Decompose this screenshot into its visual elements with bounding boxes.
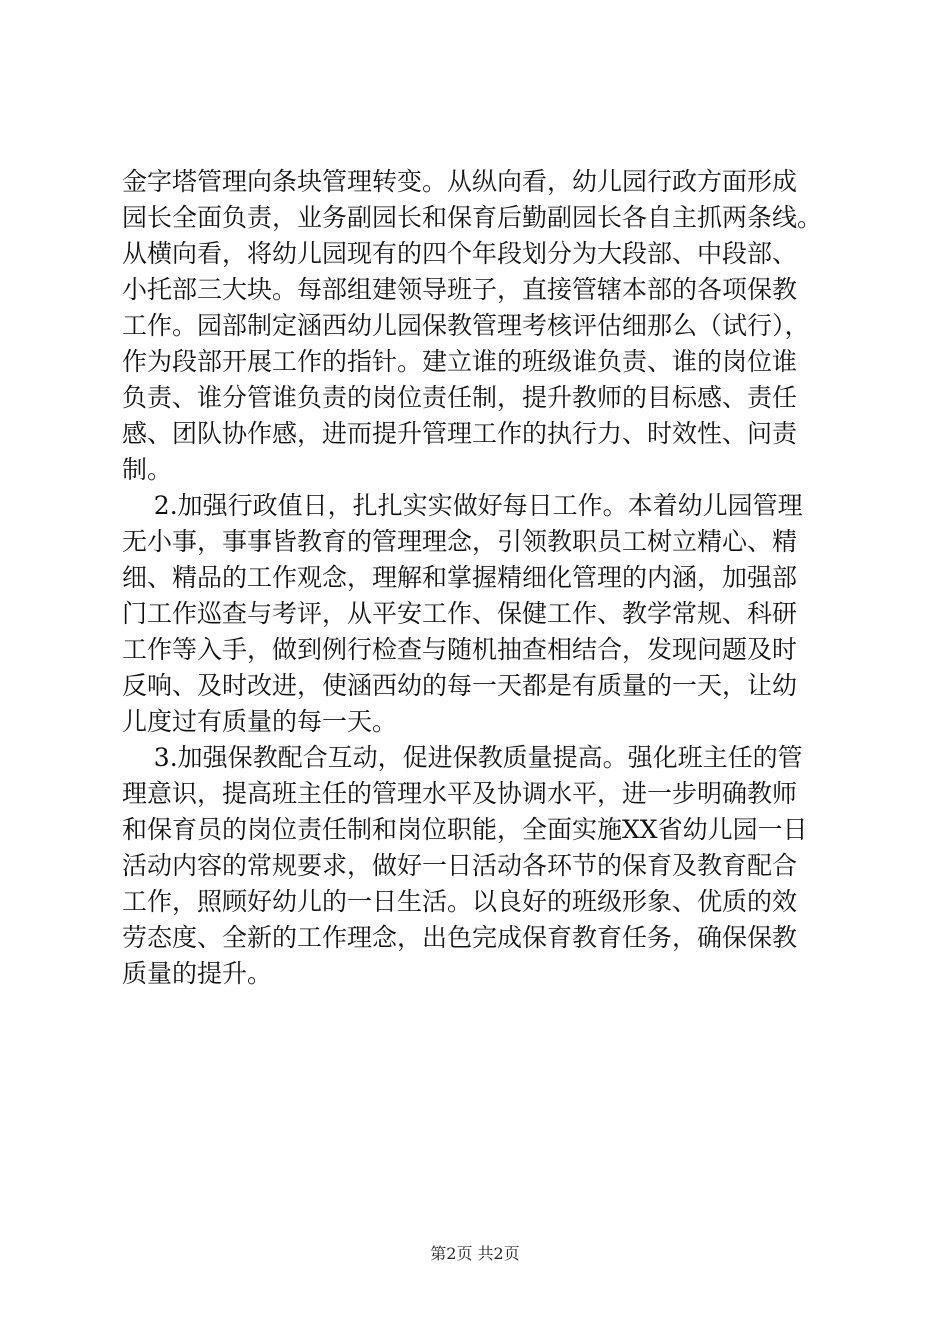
- text-line: 小托部三大块。每部组建领导班子，直接管辖本部的各项保教: [122, 275, 798, 304]
- text-line: 3.加强保教配合互动，促进保教质量提高。强化班主任的管: [122, 743, 803, 772]
- text-line: 从横向看，将幼儿园现有的四个年段划分为大段部、中段部、: [122, 239, 798, 268]
- text-line: 无小事，事事皆教育的管理理念，引领教职员工树立精心、精: [122, 527, 798, 556]
- text-line: 劳态度、全新的工作理念，出色完成保育教育任务，确保保教: [122, 923, 798, 952]
- text-line: 工作，照顾好幼儿的一日生活。以良好的班级形象、优质的效: [122, 887, 798, 916]
- text-line: 质量的提升。: [122, 959, 273, 988]
- text-line: 细、精品的工作观念，理解和掌握精细化管理的内涵，加强部: [122, 563, 798, 592]
- text-line: 工作等入手，做到例行检查与随机抽查相结合，发现问题及时: [122, 635, 798, 664]
- text-line: 和保育员的岗位责任制和岗位职能，全面实施XX省幼儿园一日: [122, 815, 808, 844]
- text-line: 反响、及时改进，使涵西幼的每一天都是有质量的一天，让幼: [122, 671, 798, 700]
- text-line: 园长全面负责，业务副园长和保育后勤副园长各自主抓两条线。: [122, 203, 823, 232]
- text-line: 2.加强行政值日，扎扎实实做好每日工作。本着幼儿园管理: [122, 491, 803, 520]
- text-line: 工作。园部制定涵西幼儿园保教管理考核评估细那么（试行），: [122, 311, 810, 340]
- text-line: 感、团队协作感，进而提升管理工作的执行力、时效性、问责: [122, 419, 798, 448]
- text-line: 负责、谁分管谁负责的岗位责任制，提升教师的目标感、责任: [122, 383, 798, 412]
- text-line: 作为段部开展工作的指针。建立谁的班级谁负责、谁的岗位谁: [122, 347, 798, 376]
- text-line: 门工作巡查与考评，从平安工作、保健工作、教学常规、科研: [122, 599, 798, 628]
- page-number-footer: 第2页 共2页: [430, 1244, 520, 1263]
- text-line: 制。: [122, 455, 173, 484]
- text-line: 活动内容的常规要求，做好一日活动各环节的保育及教育配合: [122, 851, 798, 880]
- text-line: 儿度过有质量的每一天。: [122, 707, 398, 736]
- text-line: 理意识，提高班主任的管理水平及协调水平，进一步明确教师: [122, 779, 798, 808]
- body-text: [122, 164, 834, 992]
- text-line: 金字塔管理向条块管理转变。从纵向看，幼儿园行政方面形成: [122, 167, 798, 196]
